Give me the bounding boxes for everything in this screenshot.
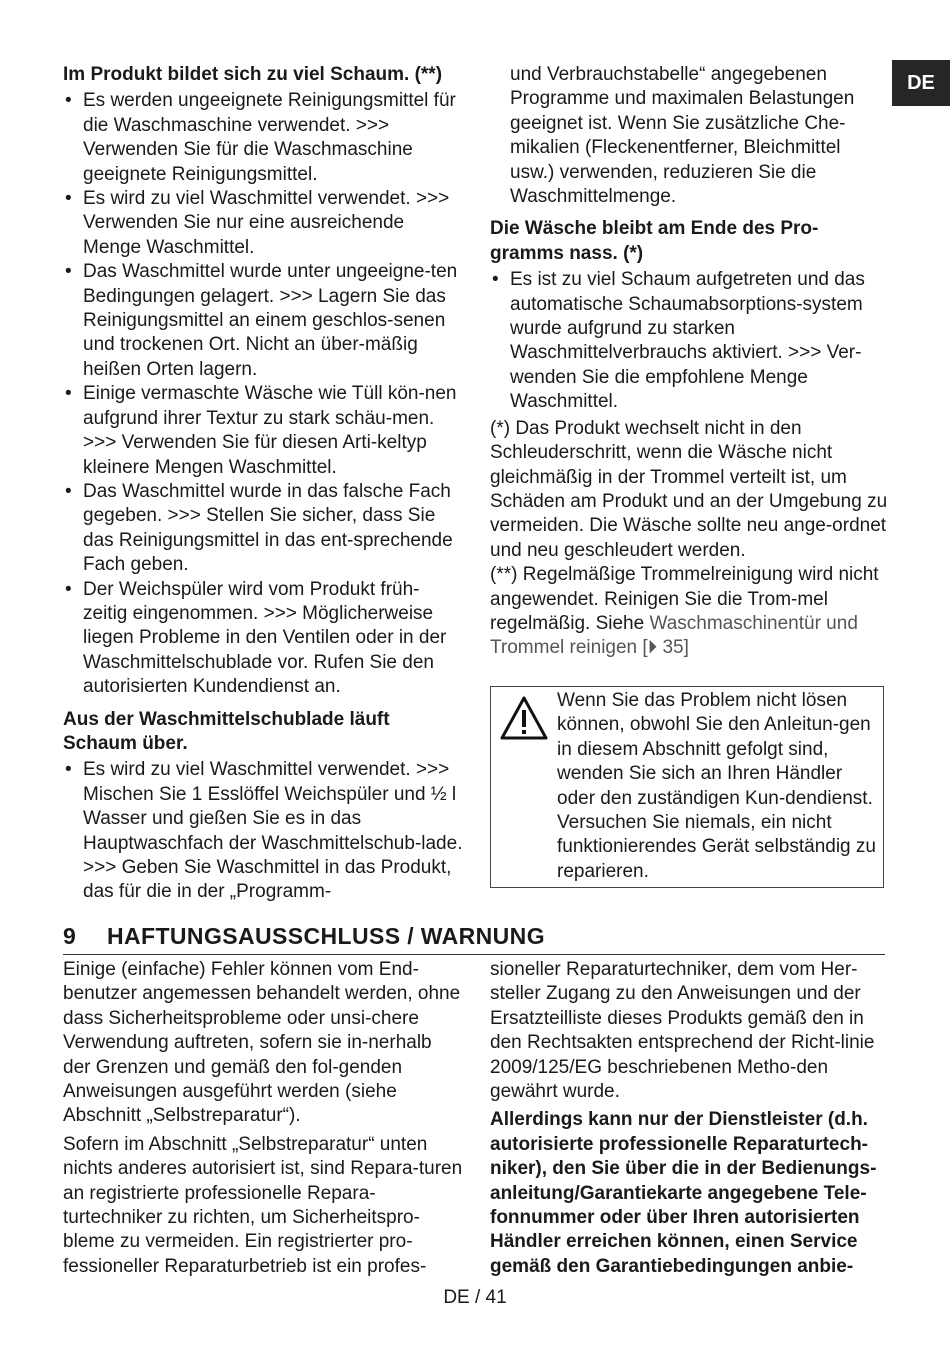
list-item: • Das Waschmittel wurde in das falsche Fach gegeben. >>> Stellen Sie sicher, dass Sie das Reinigungsmittel in das ent-sprechende Fach geben.	[63, 480, 463, 578]
list-item: • Das Waschmittel wurde unter ungeeigne-ten Bedingungen gelagert. >>> Lagern Sie das Reinigungsmittel an einem geschlos-senen und trockenen Ort. Nicht an über-mäßig heißen Orten lagern.	[63, 260, 463, 382]
footnote-double-text: (**) Regelmäßige Trommelreinigung wird nicht angewendet. Reinigen Sie die Trom-mel regelmäßig. Siehe	[490, 564, 879, 634]
language-tab: DE	[892, 60, 950, 106]
left-column	[63, 63, 463, 913]
section-left-column	[63, 958, 463, 1279]
list-item: • Es wird zu viel Waschmittel verwendet. >>> Mischen Sie 1 Esslöffel Weichspüler und ½ l Wasser und gießen Sie es in das Hauptwaschfach der Waschmittelschub-lade. >>> Geben Sie Waschmittel in das Produkt, das für die in der „Programm-	[63, 758, 463, 904]
list-item: • Es werden ungeeignete Reinigungsmittel für die Waschmaschine verwendet. >>> Verwenden Sie für die Waschmaschine geeignete Reinigungsmittel.	[63, 89, 463, 187]
overflow-causes-list	[63, 758, 463, 904]
foam-causes-list	[63, 89, 463, 699]
warning-triangle-icon	[499, 695, 549, 741]
list-item-continuation: und Verbrauchstabelle“ angegebenen Programme und maximalen Belastungen geeignet ist. Wenn Sie zusätzliche Che-mikalien (Fleckenentferner, Bleichmittel usw.) verwenden, reduzieren Sie die Waschmittelmenge.	[510, 64, 855, 208]
heading-foam-overflow: Aus der Waschmittelschublade läuft Schaum über.	[63, 708, 390, 754]
right-column	[490, 63, 890, 661]
footnote-double	[490, 563, 890, 661]
section-paragraph: Einige (einfache) Fehler können vom End-benutzer angemessen behandelt werden, ohne dass Sicherheitsprobleme oder unsi-chere Verwendung auftreten, sofern sie in-nerhalb der Grenzen und gemäß den fol-genden Anweisungen ausgeführt werden (siehe Abschnitt „Selbstreparatur“).	[63, 959, 461, 1127]
cross-reference-link[interactable]: Waschmaschinentür und Trommel reinigen [⏵ 35]	[490, 612, 858, 659]
section-heading	[63, 920, 885, 955]
warning-box	[490, 686, 884, 888]
section-right-column	[490, 958, 890, 1279]
heading-too-much-foam: Im Produkt bildet sich zu viel Schaum. (**)	[63, 64, 443, 85]
list-item: • Es ist zu viel Schaum aufgetreten und das automatische Schaumabsorptions-system wurde aufgrund zu starken Waschmittelverbrauchs aktiviert. >>> Ver-wenden Sie die empfohlene Menge Waschmittel.	[490, 268, 890, 414]
wet-causes-list	[490, 268, 890, 414]
list-item: • Es wird zu viel Waschmittel verwendet. >>> Verwenden Sie nur eine ausreichende Menge Waschmittel.	[63, 187, 463, 260]
list-item: • Der Weichspüler wird vom Produkt früh-zeitig eingenommen. >>> Möglicherweise liegen Probleme in den Ventilen oder in der Waschmittelschublade vor. Rufen Sie den autorisierten Kundendienst an.	[63, 578, 463, 700]
section-paragraph: sioneller Reparaturtechniker, dem vom Her-steller Zugang zu den Anweisungen und der Ersatzteilliste dieses Produkts gemäß den in den Rechtsakten entsprechend der Richt-linie 2009/125/EG beschriebenen Metho-den gewährt wurde.	[490, 959, 875, 1103]
page-number: DE / 41	[443, 1287, 507, 1308]
section-paragraph: Sofern im Abschnitt „Selbstreparatur“ unten nichts anderes autorisiert ist, sind Repara-turen an registrierte professionelle Repara-turtechniker zu richten, um Sicherheitspro-bleme zu vermeiden. Ein registrierter pro-fessioneller Reparaturbetrieb ist ein profes-	[63, 1133, 463, 1277]
footnote-single: (*) Das Produkt wechselt nicht in den Schleuderschritt, wenn die Wäsche nicht gleichmäßig in der Trommel verteilt ist, um Schäden am Produkt und an der Umgebung zu vermeiden. Die Wäsche sollte neu ange-ordnet und neu geschleudert werden.	[490, 417, 888, 561]
section-number: 9	[63, 923, 77, 949]
list-item: • Einige vermaschte Wäsche wie Tüll kön-nen aufgrund ihrer Textur zu stark schäu-men. >>> Verwenden Sie für diesen Arti-keltyp kleinere Mengen Waschmittel.	[63, 382, 463, 480]
heading-laundry-wet: Die Wäsche bleibt am Ende des Pro-gramms nass. (*)	[490, 218, 819, 264]
section-paragraph-bold: Allerdings kann nur der Dienstleister (d.h. autorisierte professionelle Reparaturtech-niker), den Sie über die in der Bedienungs-anleitung/Garantiekarte angegebene Tele-fonnummer oder über Ihren autorisierten Händler erreichen können, einen Service gemäß den Garantiebedingungen anbie-	[490, 1109, 877, 1277]
section-title: HAFTUNGSAUSSCHLUSS / WARNUNG	[107, 923, 545, 949]
warning-text: Wenn Sie das Problem nicht lösen können, obwohl Sie den Anleitun-gen in diesem Abschnitt gefolgt sind, wenden Sie sich an Ihren Händler oder den zuständigen Kun-dendienst. Versuchen Sie niemals, ein nicht funktionierendes Gerät selbständig zu reparieren.	[557, 690, 876, 882]
